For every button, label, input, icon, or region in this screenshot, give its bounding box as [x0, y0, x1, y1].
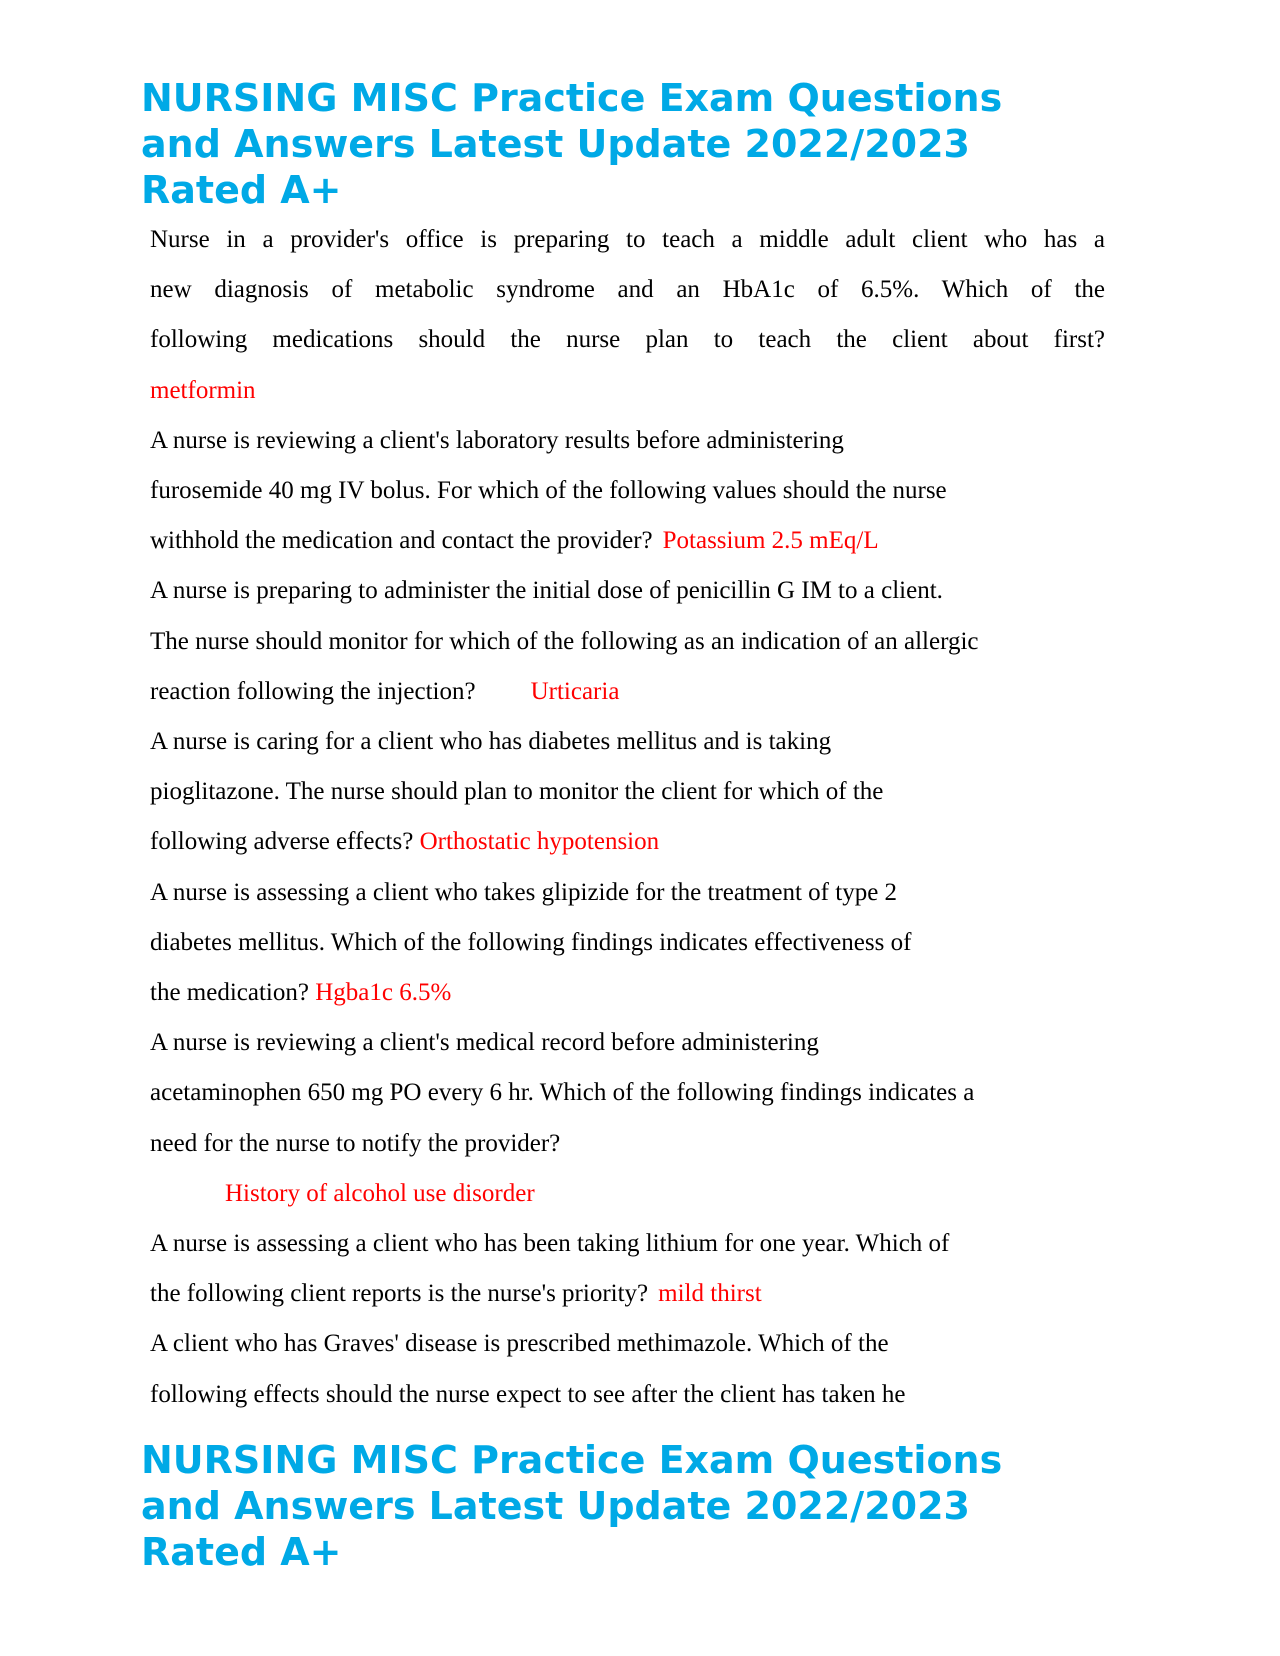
document-body — [150, 215, 1105, 1420]
question-5-text: the medication? — [150, 979, 309, 1007]
question-2-line-3 — [150, 516, 1105, 566]
question-3-text: reaction following the injection? — [150, 677, 476, 705]
title-line-1: NURSING MISC Practice Exam Questions — [141, 76, 1003, 120]
question-8-line-2: following effects should the nurse expect to see after the client has taken he — [150, 1380, 906, 1408]
footer-title-line-1: NURSING MISC Practice Exam Questions — [141, 1438, 1003, 1482]
answer-4: Orthostatic hypotension — [419, 828, 660, 856]
footer-title-line-3: Rated A+ — [141, 1530, 342, 1574]
answer-5: Hgba1c 6.5% — [315, 979, 452, 1007]
question-5-line-3 — [150, 968, 1105, 1018]
answer-1: metformin — [150, 376, 256, 404]
answer-7: mild thirst — [658, 1280, 762, 1308]
question-2-text: withhold the medication and contact the provider? — [150, 527, 653, 555]
question-7-text: the following client reports is the nurse's priority? — [150, 1280, 649, 1308]
title-line-3: Rated A+ — [141, 168, 342, 212]
question-3-line-1: A nurse is preparing to administer the initial dose of penicillin G IM to a client. — [150, 577, 943, 605]
question-6-line-2: acetaminophen 650 mg PO every 6 hr. Which of the following findings indicates a — [150, 1079, 975, 1107]
answer-1-line — [150, 366, 1105, 416]
answer-6-line — [150, 1169, 1105, 1219]
question-1-line-3: following medications should the nurse plan to teach the client about first? — [150, 326, 1105, 354]
question-6-line-1: A nurse is reviewing a client's medical record before administering — [150, 1029, 819, 1057]
question-1-line-1: Nurse in a provider's office is preparing to teach a middle adult client who has a — [150, 226, 1105, 253]
answer-2: Potassium 2.5 mEq/L — [662, 527, 879, 555]
question-5-line-1: A nurse is assessing a client who takes glipizide for the treatment of type 2 — [150, 878, 898, 906]
question-2-line-1: A nurse is reviewing a client's laboratory results before administering — [150, 426, 844, 454]
question-7-line-1: A nurse is assessing a client who has been taking lithium for one year. Which of — [150, 1230, 950, 1258]
document-title — [141, 75, 1141, 213]
question-1-line-2: new diagnosis of metabolic syndrome and an HbA1c of 6.5%. Which of the — [150, 276, 1105, 304]
question-4-text: following adverse effects? — [150, 828, 414, 856]
answer-3: Urticaria — [530, 677, 620, 705]
question-6-line-3: need for the nurse to notify the provider? — [150, 1129, 561, 1157]
question-3-line-3 — [150, 667, 1105, 717]
document-footer-title — [141, 1437, 1141, 1575]
footer-title-line-2: and Answers Latest Update 2022/2023 — [141, 1484, 970, 1528]
question-7-line-2 — [150, 1269, 1105, 1319]
question-4-line-1: A nurse is caring for a client who has diabetes mellitus and is taking — [150, 728, 832, 756]
question-3-line-2: The nurse should monitor for which of the following as an indication of an allergic — [150, 627, 979, 655]
answer-6: History of alcohol use disorder — [225, 1179, 535, 1207]
question-4-line-2: pioglitazone. The nurse should plan to monitor the client for which of the — [150, 778, 884, 806]
question-2-line-2: furosemide 40 mg IV bolus. For which of the following values should the nurse — [150, 477, 947, 505]
question-8-line-1: A client who has Graves' disease is prescribed methimazole. Which of the — [150, 1330, 889, 1358]
question-5-line-2: diabetes mellitus. Which of the following findings indicates effectiveness of — [150, 928, 912, 956]
question-4-line-3 — [150, 817, 1105, 867]
title-line-2: and Answers Latest Update 2022/2023 — [141, 122, 970, 166]
